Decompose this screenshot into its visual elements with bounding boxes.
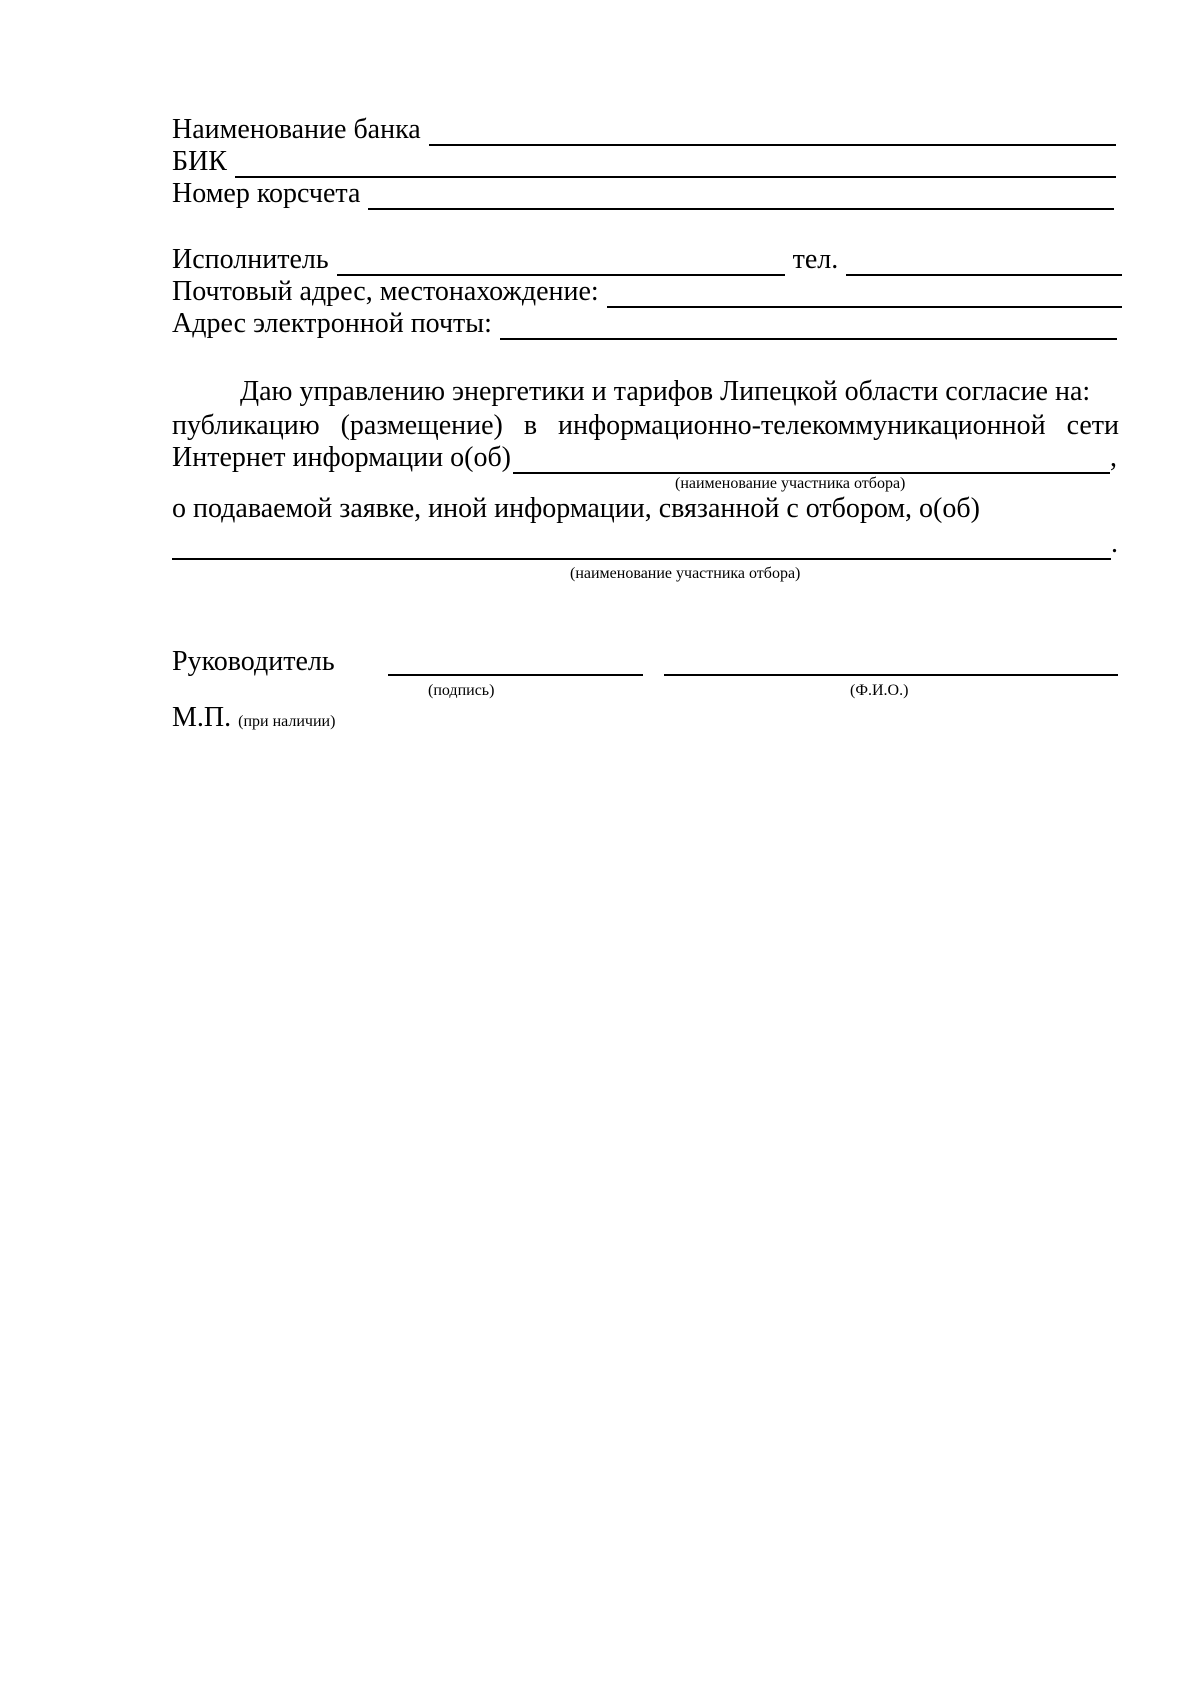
signature-caption: (подпись) bbox=[428, 682, 495, 699]
fio-caption: (Ф.И.О.) bbox=[850, 682, 909, 699]
consent-line-4: о подаваемой заявке, иной информации, связанной с отбором, о(об) bbox=[172, 493, 980, 524]
fio-field[interactable] bbox=[664, 674, 1118, 676]
head-label: Руководитель bbox=[172, 646, 335, 677]
executor-row bbox=[172, 244, 1122, 276]
bik-field[interactable] bbox=[235, 150, 1116, 178]
bik-label: БИК bbox=[172, 146, 227, 177]
stamp-label: М.П. bbox=[172, 702, 232, 733]
email-row bbox=[172, 308, 1117, 340]
postal-address-field[interactable] bbox=[607, 280, 1122, 308]
bik-row bbox=[172, 146, 1116, 178]
participant-caption-2: (наименование участника отбора) bbox=[570, 565, 801, 582]
consent-line-3 bbox=[172, 442, 1117, 474]
stamp-row bbox=[172, 702, 335, 738]
consent-line-5 bbox=[172, 528, 1118, 560]
participant-name-field-2[interactable] bbox=[172, 532, 1111, 560]
bank-name-row bbox=[172, 114, 1116, 146]
consent-line-5-period: . bbox=[1111, 528, 1118, 559]
consent-line-1: Даю управлению энергетики и тарифов Липецкой области согласие на: bbox=[240, 376, 1091, 407]
email-label: Адрес электронной почты: bbox=[172, 308, 492, 339]
signature-field[interactable] bbox=[388, 674, 643, 676]
email-field[interactable] bbox=[500, 312, 1117, 340]
bank-name-field[interactable] bbox=[429, 118, 1116, 146]
executor-label: Исполнитель bbox=[172, 244, 329, 275]
postal-address-row bbox=[172, 276, 1122, 308]
participant-caption-1: (наименование участника отбора) bbox=[675, 475, 906, 492]
corr-account-field[interactable] bbox=[368, 182, 1114, 210]
corr-account-row bbox=[172, 178, 1114, 210]
bank-name-label: Наименование банка bbox=[172, 114, 421, 145]
phone-label: тел. bbox=[792, 244, 839, 275]
corr-account-label: Номер корсчета bbox=[172, 178, 361, 209]
consent-line-2-wrap bbox=[172, 409, 1119, 442]
executor-field[interactable] bbox=[337, 248, 785, 276]
phone-field[interactable] bbox=[846, 248, 1122, 276]
stamp-note: (при наличии) bbox=[238, 713, 336, 730]
consent-line-3-comma: , bbox=[1110, 442, 1117, 473]
consent-line-2: публикацию (размещение) в информационно-телекоммуникационной сети bbox=[172, 410, 1119, 441]
consent-line-3-text: Интернет информации о(об) bbox=[172, 442, 512, 473]
postal-address-label: Почтовый адрес, местонахождение: bbox=[172, 276, 599, 307]
participant-name-field-1[interactable] bbox=[513, 446, 1110, 474]
